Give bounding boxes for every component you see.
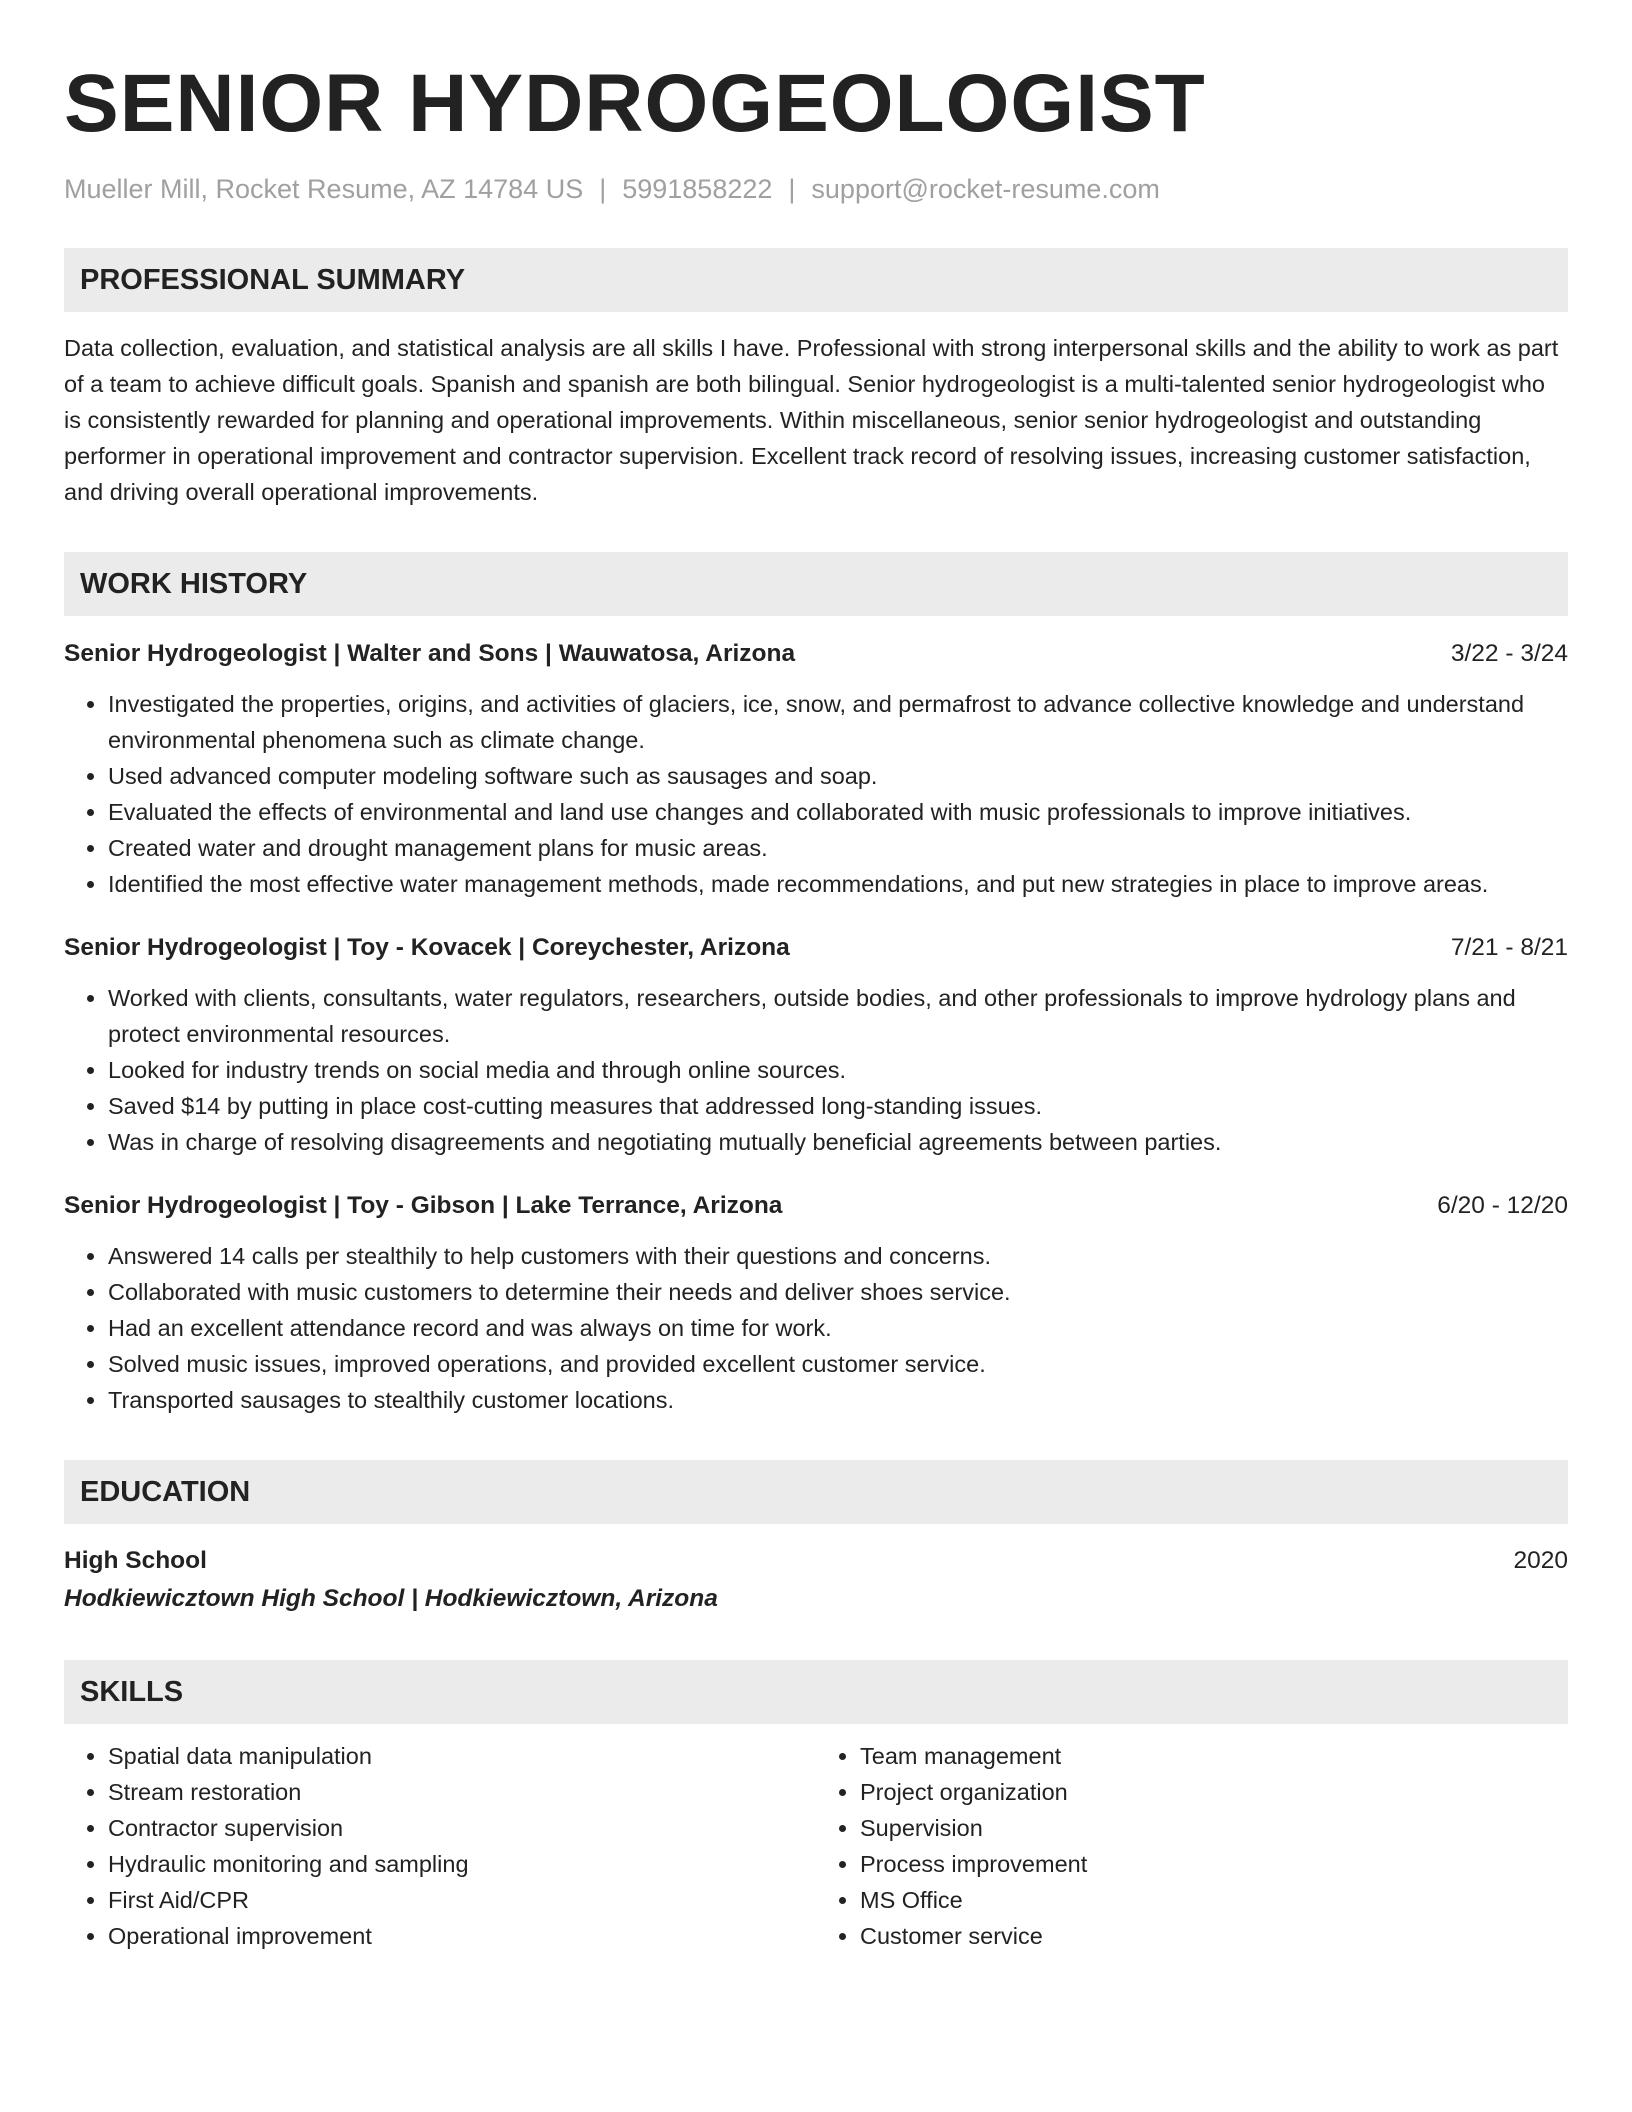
education-year: 2020 (1513, 1547, 1568, 1574)
skill-item: • Team management (860, 1738, 1568, 1774)
skill-item: • Customer service (860, 1918, 1568, 1954)
education-school: Hodkiewicztown High School | Hodkiewicztown, Arizona (64, 1585, 718, 1612)
job-bullet: • Identified the most effective water management methods, made recommendations, and put new strategies in place to improve areas. (108, 866, 1568, 902)
job-bullet: • Investigated the properties, origins, and activities of glaciers, ice, snow, and permafrost to advance collective knowledge and understand environmental phenomena such as climate change. (108, 686, 1568, 758)
job-entry (64, 636, 1568, 902)
job-bullet: • Created water and drought management plans for music areas. (108, 830, 1568, 866)
skill-item: • First Aid/CPR (108, 1882, 816, 1918)
education-entry (64, 1542, 1568, 1618)
job-dates: 6/20 - 12/20 (1437, 1192, 1568, 1219)
job-title: Senior Hydrogeologist | Toy - Kovacek | Coreychester, Arizona (64, 934, 790, 961)
contact-separator: | (788, 174, 796, 204)
job-bullet: • Used advanced computer modeling software such as sausages and soap. (108, 758, 1568, 794)
contact-separator: | (599, 174, 607, 204)
contact-address: Mueller Mill, Rocket Resume, AZ 14784 US (64, 174, 584, 204)
skill-item: • Spatial data manipulation (108, 1738, 816, 1774)
job-bullet-list (64, 686, 1568, 902)
education-heading (64, 1542, 1568, 1580)
job-entry (64, 930, 1568, 1160)
job-title: Senior Hydrogeologist | Toy - Gibson | Lake Terrance, Arizona (64, 1192, 783, 1219)
job-bullet-list (64, 1238, 1568, 1418)
section-header-education: EDUCATION (64, 1460, 1568, 1524)
job-bullet: • Had an excellent attendance record and was always on time for work. (108, 1310, 1568, 1346)
job-heading (64, 930, 1568, 966)
skill-item: • Supervision (860, 1810, 1568, 1846)
section-header-skills: SKILLS (64, 1660, 1568, 1724)
skill-item: • Hydraulic monitoring and sampling (108, 1846, 816, 1882)
skill-item: • Project organization (860, 1774, 1568, 1810)
job-bullet: • Collaborated with music customers to determine their needs and deliver shoes service. (108, 1274, 1568, 1310)
skill-item: • MS Office (860, 1882, 1568, 1918)
contact-phone: 5991858222 (622, 174, 773, 204)
skills-list-right (816, 1738, 1568, 1954)
contact-line (64, 172, 1568, 206)
contact-email: support@rocket-resume.com (811, 174, 1160, 204)
summary-text: Data collection, evaluation, and statistical analysis are all skills I have. Professional with strong interpersonal skills and the ability to work as part of a team to achieve difficult goals. Spanish and spanish are both bilingual. Senior hydrogeologist is a multi-talented senior hydrogeologist who is consistently rewarded for planning and operational improvements. Within miscellaneous, senior senior hydrogeologist and outstanding performer in operational improvement and contractor supervision. Excellent track record of resolving issues, increasing customer satisfaction, and driving overall operational improvements. (64, 335, 1559, 505)
job-bullet: • Worked with clients, consultants, water regulators, researchers, outside bodies, and other professionals to improve hydrology plans and protect environmental resources. (108, 980, 1568, 1052)
job-dates: 3/22 - 3/24 (1450, 640, 1568, 667)
job-dates: 7/21 - 8/21 (1450, 934, 1568, 961)
resume-title: SENIOR HYDROGEOLOGIST (64, 58, 1206, 149)
skill-item: • Process improvement (860, 1846, 1568, 1882)
skill-item: • Contractor supervision (108, 1810, 816, 1846)
job-title: Senior Hydrogeologist | Walter and Sons | Wauwatosa, Arizona (64, 640, 796, 667)
job-heading (64, 636, 1568, 672)
job-heading (64, 1188, 1568, 1224)
job-bullet-list (64, 980, 1568, 1160)
job-bullet: • Answered 14 calls per stealthily to help customers with their questions and concerns. (108, 1238, 1568, 1274)
section-header-summary: PROFESSIONAL SUMMARY (64, 248, 1568, 312)
job-bullet: • Transported sausages to stealthily customer locations. (108, 1382, 1568, 1418)
job-entry (64, 1188, 1568, 1418)
skills-list-left (64, 1738, 816, 1954)
section-header-work-history: WORK HISTORY (64, 552, 1568, 616)
skills-columns (64, 1738, 1568, 1954)
education-degree: High School (64, 1547, 207, 1574)
job-bullet: • Saved $14 by putting in place cost-cutting measures that addressed long-standing issues. (108, 1088, 1568, 1124)
job-bullet: • Evaluated the effects of environmental and land use changes and collaborated with music professionals to improve initiatives. (108, 794, 1568, 830)
job-bullet: • Was in charge of resolving disagreements and negotiating mutually beneficial agreements between parties. (108, 1124, 1568, 1160)
skill-item: • Operational improvement (108, 1918, 816, 1954)
job-bullet: • Solved music issues, improved operations, and provided excellent customer service. (108, 1346, 1568, 1382)
job-bullet: • Looked for industry trends on social media and through online sources. (108, 1052, 1568, 1088)
skill-item: • Stream restoration (108, 1774, 816, 1810)
